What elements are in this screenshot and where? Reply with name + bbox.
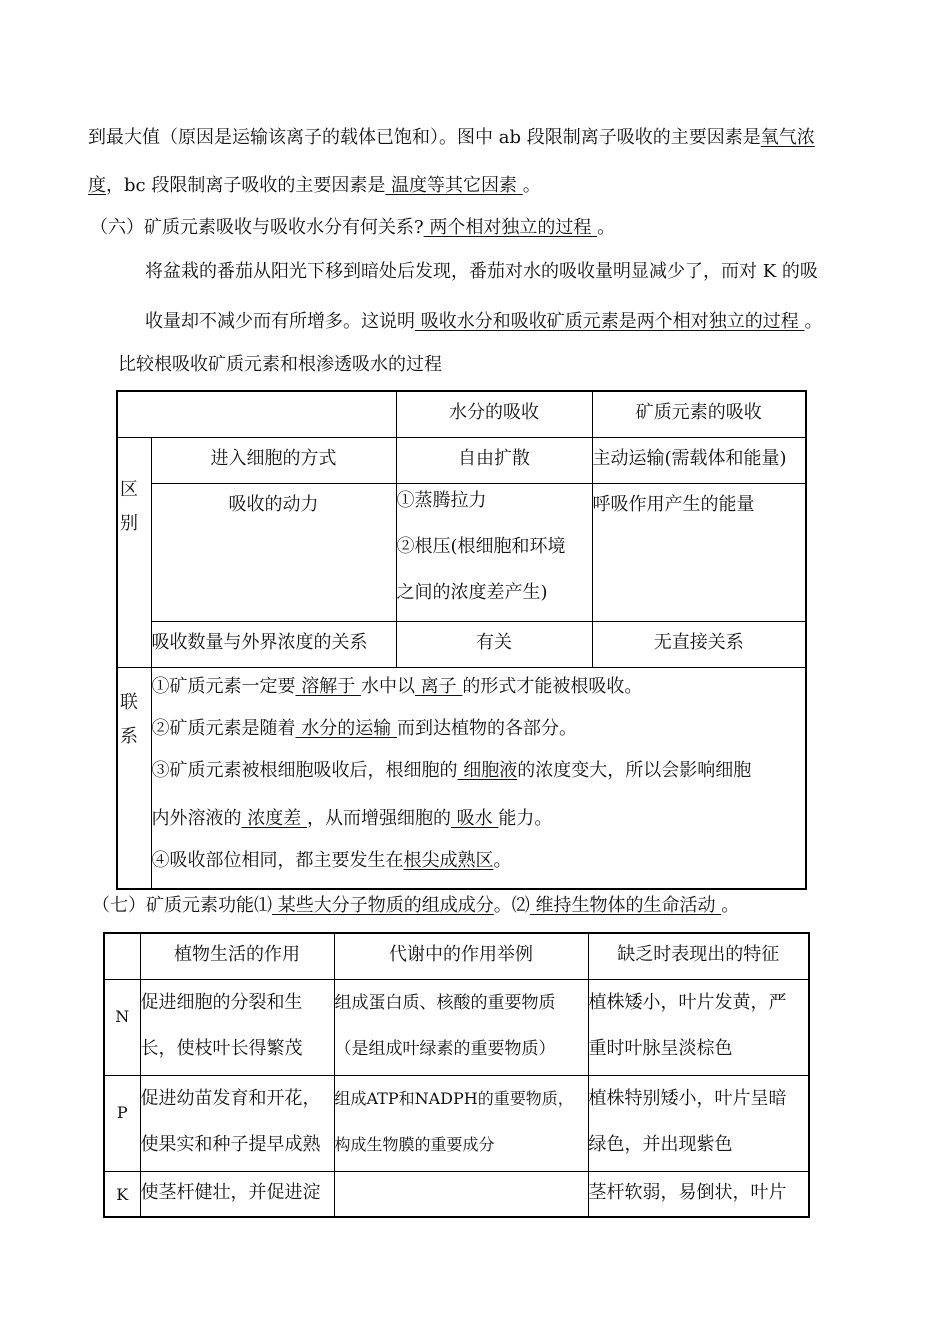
section6-end: 。 xyxy=(597,217,616,238)
r2-water-line-3: 之间的浓度差产生) xyxy=(396,581,548,603)
link-1-u1: 溶解于 xyxy=(295,675,361,697)
table1-r3-mineral: 无直接关系 xyxy=(592,621,806,667)
link-4-u2: 吸水 xyxy=(450,807,499,829)
table2-element: P xyxy=(104,1075,140,1171)
para-line-2-underlined-2: 温度等其它因素 xyxy=(385,175,523,196)
diff-char-1: 区 xyxy=(120,479,138,500)
table1-header-mineral: 矿质元素的吸收 xyxy=(592,391,806,437)
para-line-1-text: 到最大值（原因是运输该离子的载体已饱和）。图中 ab 段限制离子吸收的主要因素是 xyxy=(88,127,761,148)
table2-row xyxy=(104,979,809,1075)
p-c1-line2: 使果实和种子提早成熟 xyxy=(140,1133,321,1155)
para-line-2-underlined-1: 度 xyxy=(88,175,106,196)
section7-heading xyxy=(92,893,739,919)
link-char-1: 联 xyxy=(120,691,138,713)
table2-row-n-col3 xyxy=(588,979,809,1075)
link-3-a: ③矿质元素被根细胞吸收后，根细胞的 xyxy=(151,759,458,781)
comparison-table xyxy=(116,390,807,890)
link-2-b: 而到达植物的各部分。 xyxy=(396,717,577,739)
section6-answer: 两个相对独立的过程 xyxy=(423,217,598,238)
table1-corner-cell xyxy=(117,391,396,437)
para-line-5-underlined: 吸收水分和吸收矿质元素是两个相对独立的过程 xyxy=(415,311,805,332)
section7-end: 。 xyxy=(721,895,740,916)
table2-row-n-col1 xyxy=(140,979,334,1075)
table1-r1-mineral: 主动运输(需载体和能量) xyxy=(592,437,806,483)
link-2-u: 水分的运输 xyxy=(295,717,397,739)
link-char-2: 系 xyxy=(120,725,138,747)
link-4-c: 能力。 xyxy=(498,807,553,829)
link-4-a: 内外溶液的 xyxy=(151,807,242,829)
table1-caption: 比较根吸收矿质元素和根渗透吸水的过程 xyxy=(118,354,442,375)
section6-question: （六）矿质元素吸收与吸收水分有何关系? xyxy=(90,217,424,238)
r2-water-line-1: ①蒸腾拉力 xyxy=(396,489,487,511)
para-line-5-end: 。 xyxy=(804,311,823,332)
section6-heading xyxy=(90,215,615,241)
table1-r3-label: 吸收数量与外界浓度的关系 xyxy=(151,621,396,667)
p-c2-line2: 构成生物膜的重要成分 xyxy=(334,1134,495,1154)
n-c2-line1: 组成蛋白质、核酸的重要物质 xyxy=(334,992,556,1013)
table2-corner-cell xyxy=(104,933,140,979)
para-line-4: 将盆栽的番茄从阳光下移到暗处后发现，番茄对水的吸收量明显减少了，而对 K 的吸 xyxy=(145,261,818,282)
para-line-2-end: 。 xyxy=(522,175,541,196)
diff-char-2: 别 xyxy=(120,513,138,534)
link-line-5 xyxy=(152,848,806,878)
link-line-1 xyxy=(152,674,806,716)
p-c1-line1: 促进幼苗发育和开花， xyxy=(140,1087,321,1109)
link-3-b: 的浓度变大，所以会影响细胞 xyxy=(517,759,752,781)
section7-label: （七）矿质元素功能⑴ xyxy=(92,895,272,916)
link-4-u1: 浓度差 xyxy=(241,807,307,829)
p-c3-line1: 植株特别矮小，叶片呈暗 xyxy=(588,1087,787,1109)
table1-r2-water xyxy=(396,483,592,621)
link-line-3 xyxy=(152,758,806,806)
r2-water-line-2: ②根压(根细胞和环境 xyxy=(396,535,566,557)
para-line-2 xyxy=(88,173,541,199)
n-c3-line1: 植株矮小，叶片发黄，严 xyxy=(588,991,787,1013)
n-c1-line2: 长，使枝叶长得繁茂 xyxy=(140,1037,303,1059)
link-5-u: 根尖成熟区 xyxy=(403,849,494,871)
n-c1-line1: 促进细胞的分裂和生 xyxy=(140,991,303,1013)
link-5-a: ④吸收部位相同，都主要发生在 xyxy=(151,849,404,871)
section7-answer-2: 维持生物体的生命活动 xyxy=(529,895,722,916)
table1-link-label xyxy=(117,667,151,889)
table1-link-content xyxy=(151,667,806,889)
link-1-c: 的形式才能被根吸收。 xyxy=(462,675,643,697)
para-line-2-text: ，bc 段限制离子吸收的主要因素是 xyxy=(106,175,386,196)
link-4-b: ，从而增强细胞的 xyxy=(306,807,451,829)
table2-element: K xyxy=(104,1171,140,1217)
table2-header-1: 植物生活的作用 xyxy=(140,933,334,979)
table1-r1-label: 进入细胞的方式 xyxy=(151,437,396,483)
table1-header-water: 水分的吸收 xyxy=(396,391,592,437)
section7-mid: 。⑵ xyxy=(493,895,530,916)
mineral-function-table xyxy=(103,932,810,1218)
table1-diff-label xyxy=(117,437,151,667)
para-line-5-text: 收量却不减少而有所增多。这说明 xyxy=(145,311,415,332)
link-3-u: 细胞液 xyxy=(457,759,518,781)
table2-row xyxy=(104,1171,809,1217)
para-line-1-underlined: 氧气浓 xyxy=(760,127,815,148)
table1-r1-water: 自由扩散 xyxy=(396,437,592,483)
table2-row-n-col2 xyxy=(334,979,588,1075)
link-1-a: ①矿质元素一定要 xyxy=(151,675,296,697)
table2-row-k-col1: 使茎杆健壮，并促进淀 xyxy=(140,1171,334,1217)
table1-r2-mineral: 呼吸作用产生的能量 xyxy=(592,483,806,621)
link-1-u2: 离子 xyxy=(414,675,463,697)
link-1-b: 水中以 xyxy=(360,675,415,697)
para-line-1 xyxy=(88,125,815,151)
p-c3-line2: 绿色，并出现紫色 xyxy=(588,1133,733,1155)
table2-header-3: 缺乏时表现出的特征 xyxy=(588,933,809,979)
table2-element: N xyxy=(104,979,140,1075)
section7-answer-1: 某些大分子物质的组成成分 xyxy=(272,895,494,916)
n-c2-line2: （是组成叶绿素的重要物质） xyxy=(334,1038,556,1059)
table2-row-k-col3: 茎杆软弱，易倒状，叶片 xyxy=(588,1171,809,1217)
table2-row-k-col2 xyxy=(334,1171,588,1217)
table1-r3-water: 有关 xyxy=(396,621,592,667)
para-line-5 xyxy=(145,309,822,335)
table2-row-p-col3 xyxy=(588,1075,809,1171)
link-line-2 xyxy=(152,716,806,758)
n-c3-line2: 重时叶脉呈淡棕色 xyxy=(588,1037,733,1059)
table2-header-2: 代谢中的作用举例 xyxy=(334,933,588,979)
table2-row-p-col1 xyxy=(140,1075,334,1171)
p-c2-line1: 组成ATP和NADPH的重要物质， xyxy=(334,1088,574,1108)
link-2-a: ②矿质元素是随着 xyxy=(151,717,296,739)
table2-row xyxy=(104,1075,809,1171)
link-line-4 xyxy=(152,806,806,848)
link-5-b: 。 xyxy=(493,849,512,871)
table1-r2-label: 吸收的动力 xyxy=(151,483,396,621)
table2-row-p-col2 xyxy=(334,1075,588,1171)
